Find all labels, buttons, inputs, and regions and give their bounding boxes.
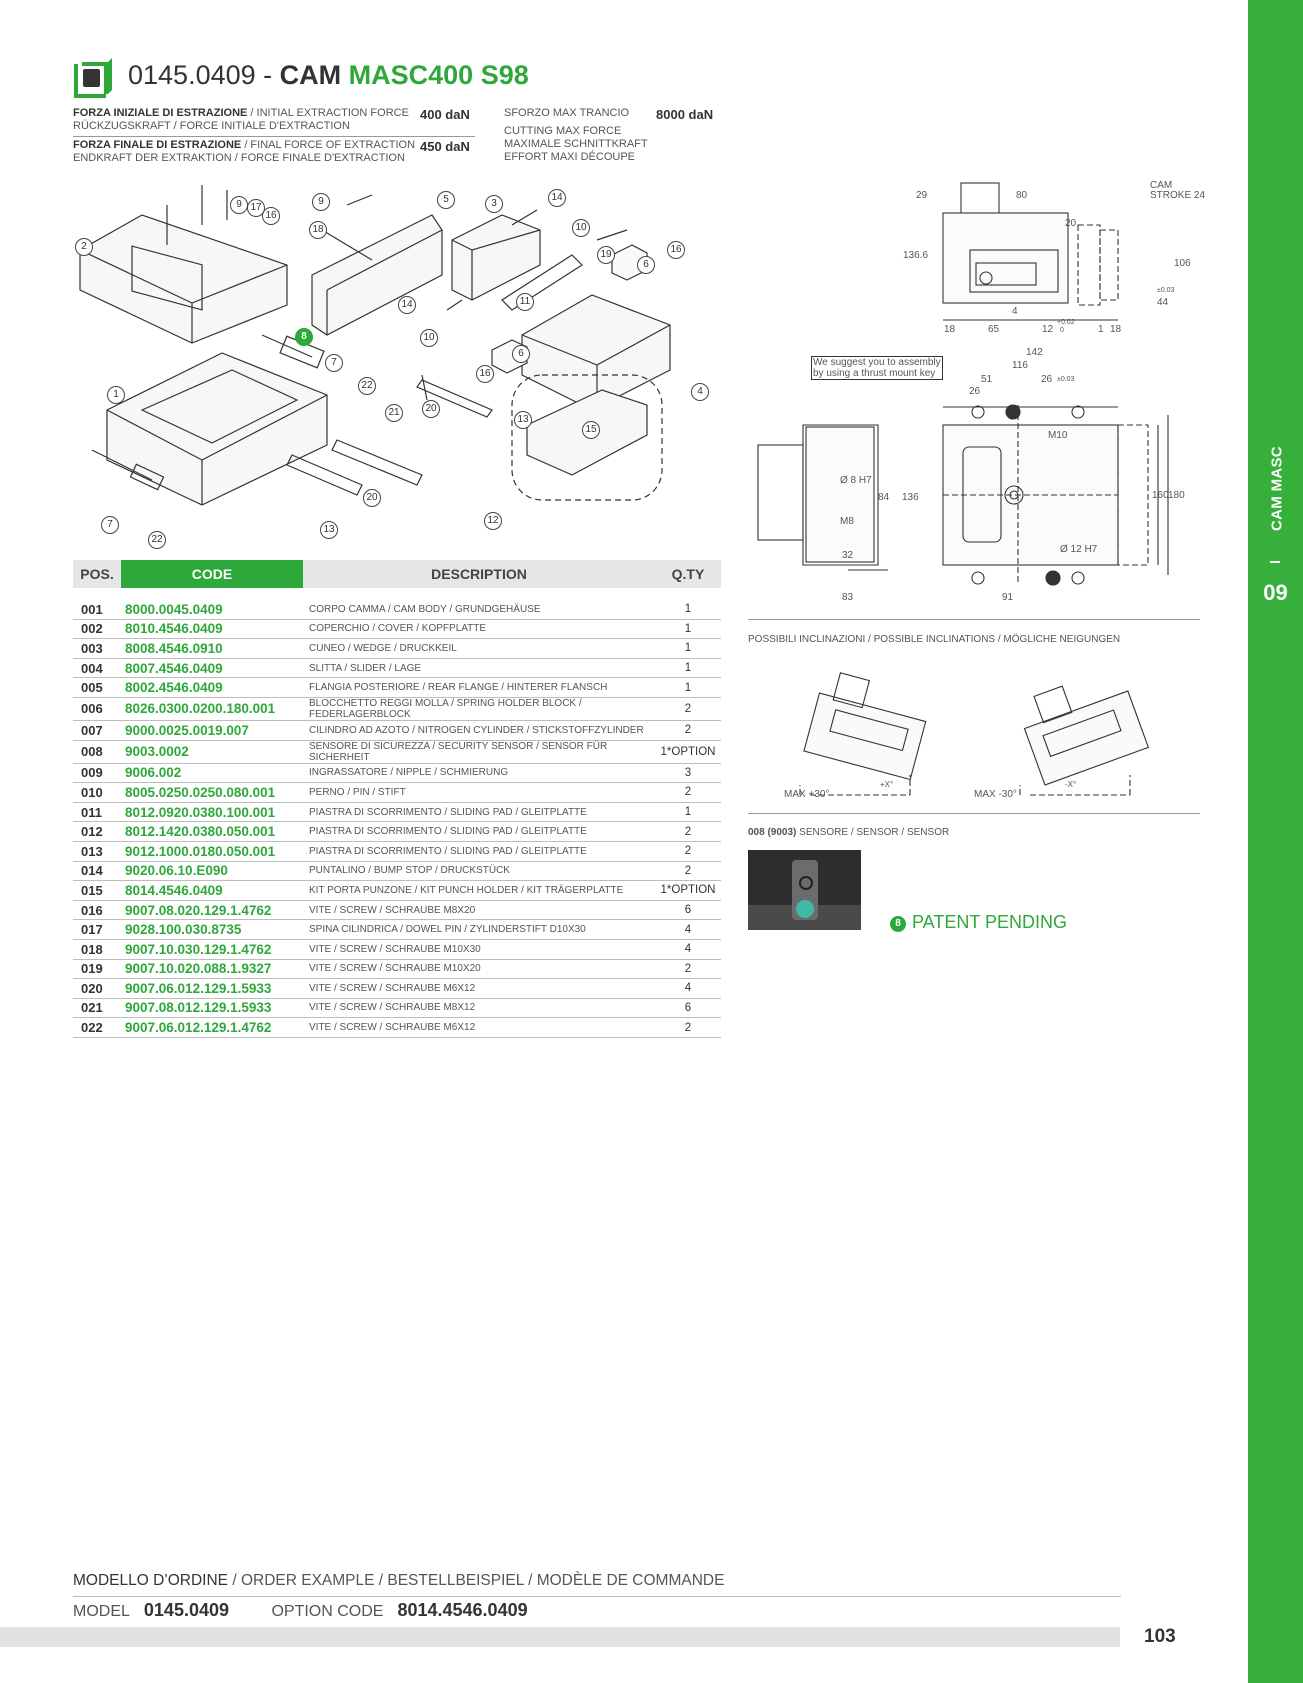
callout-9b: 9 xyxy=(312,193,330,211)
cell-qty: 1*OPTION xyxy=(655,881,721,901)
callout-22: 22 xyxy=(358,377,376,395)
table-row xyxy=(73,998,721,1018)
cutting-force-label: SFORZO MAX TRANCIO CUTTING MAX FORCE MAXIMALE SCHNITTKRAFT EFFORT MAXI DÉCOUPE xyxy=(504,107,648,163)
section-divider xyxy=(748,619,1200,620)
cell-code: 9007.10.030.129.1.4762 xyxy=(121,939,303,959)
inclinations-drawing xyxy=(780,655,1180,805)
cell-code: 9007.10.020.088.1.9327 xyxy=(121,959,303,979)
cell-code: 9007.06.012.129.1.5933 xyxy=(121,979,303,999)
callout-7b: 7 xyxy=(101,516,119,534)
cell-qty: 1 xyxy=(655,600,721,619)
final-force-label: FORZA FINALE DI ESTRAZIONE / FINAL FORCE OF EXTRACTION ENDKRAFT DER EXTRAKTION / FORCE FINALE D'EXTRACTION xyxy=(73,139,416,164)
cell-qty: 2 xyxy=(655,959,721,979)
brand-logo-icon xyxy=(74,56,116,98)
cell-pos: 020 xyxy=(73,979,121,999)
table-row xyxy=(73,740,721,763)
inclination-right-label: MAX -30° xyxy=(974,789,1017,800)
cell-pos: 011 xyxy=(73,802,121,822)
page-title: 0145.0409 - CAM MASC400 S98 xyxy=(128,60,529,90)
dim-m8: M8 xyxy=(840,516,854,527)
cell-code: 8005.0250.0250.080.001 xyxy=(121,783,303,803)
callout-20: 20 xyxy=(422,400,440,418)
order-example-row: MODEL 0145.0409 OPTION CODE 8014.4546.0409 xyxy=(73,1600,528,1620)
table-row xyxy=(73,678,721,698)
dim-106: 106 xyxy=(1174,258,1191,269)
cell-desc: SLITTA / SLIDER / LAGE xyxy=(303,658,655,678)
callout-1: 1 xyxy=(107,386,125,404)
inclinations-caption: POSSIBILI INCLINAZIONI / POSSIBLE INCLINATIONS / MÖGLICHE NEIGUNGEN xyxy=(748,634,1121,645)
callout-6b: 6 xyxy=(512,345,530,363)
callout-16c: 16 xyxy=(476,365,494,383)
cell-desc: VITE / SCREW / SCHRAUBE M6X12 xyxy=(303,1018,655,1038)
dim-m10: M10 xyxy=(1048,430,1068,441)
cell-pos: 018 xyxy=(73,939,121,959)
table-row xyxy=(73,920,721,940)
cell-qty: 4 xyxy=(655,939,721,959)
dim-116: 116 xyxy=(1012,360,1028,371)
cell-pos: 006 xyxy=(73,697,121,720)
table-row xyxy=(73,959,721,979)
inclination-right-angle: -X° xyxy=(1065,780,1077,789)
cell-qty: 6 xyxy=(655,900,721,920)
cutting-force-value: 8000 daN xyxy=(656,107,714,122)
table-row xyxy=(73,939,721,959)
cell-code: 8012.0920.0380.100.001 xyxy=(121,802,303,822)
cell-code: 8008.4546.0910 xyxy=(121,639,303,659)
callout-12: 12 xyxy=(484,512,502,530)
cell-desc: FLANGIA POSTERIORE / REAR FLANGE / HINTERER FLANSCH xyxy=(303,678,655,698)
cell-code: 8010.4546.0409 xyxy=(121,619,303,639)
cell-pos: 003 xyxy=(73,639,121,659)
chapter-number: 09 xyxy=(1263,580,1288,605)
cell-pos: 001 xyxy=(73,600,121,619)
dim-18b: 18 xyxy=(1110,324,1122,335)
dim-84: 84 xyxy=(878,492,890,503)
dim-cam: CAM xyxy=(1150,180,1173,191)
callout-7: 7 xyxy=(325,354,343,372)
dim-8-h7: Ø 8 H7 xyxy=(840,475,872,486)
cell-code: 8012.1420.0380.050.001 xyxy=(121,822,303,842)
col-code: CODE xyxy=(121,560,303,588)
table-row xyxy=(73,619,721,639)
cell-code: 9020.06.10.E090 xyxy=(121,861,303,881)
inclination-left-label: MAX +30° xyxy=(784,789,830,800)
cell-code: 8002.4546.0409 xyxy=(121,678,303,698)
cell-desc: CORPO CAMMA / CAM BODY / GRUNDGEHÄUSE xyxy=(303,600,655,619)
cell-qty: 2 xyxy=(655,783,721,803)
col-qty: Q.TY xyxy=(655,560,721,588)
cell-qty: 3 xyxy=(655,763,721,783)
cell-pos: 012 xyxy=(73,822,121,842)
callout-16b: 16 xyxy=(667,241,685,259)
callout-22b: 22 xyxy=(148,531,166,549)
cell-pos: 019 xyxy=(73,959,121,979)
parts-table xyxy=(73,560,721,1038)
cell-qty: 2 xyxy=(655,720,721,740)
dim-80: 80 xyxy=(1016,190,1028,201)
cell-pos: 009 xyxy=(73,763,121,783)
cell-qty: 4 xyxy=(655,920,721,940)
cell-qty: 1 xyxy=(655,658,721,678)
col-description: DESCRIPTION xyxy=(303,560,655,588)
cell-pos: 022 xyxy=(73,1018,121,1038)
table-row xyxy=(73,697,721,720)
cell-code: 9007.08.020.129.1.4762 xyxy=(121,900,303,920)
dim-26-tol: ±0.03 xyxy=(1057,376,1075,383)
order-example-title: MODELLO D’ORDINE / ORDER EXAMPLE / BESTELLBEISPIEL / MODÈLE DE COMMANDE xyxy=(73,1572,725,1589)
sensor-photo xyxy=(748,850,861,930)
cell-pos: 013 xyxy=(73,841,121,861)
table-row xyxy=(73,720,721,740)
dim-44: 44 xyxy=(1157,297,1169,308)
dim-65: 65 xyxy=(988,324,1000,335)
cell-code: 9000.0025.0019.007 xyxy=(121,720,303,740)
callout-17: 17 xyxy=(247,199,265,217)
cell-code: 9006.002 xyxy=(121,763,303,783)
callout-4: 4 xyxy=(691,383,709,401)
table-row xyxy=(73,658,721,678)
cell-desc: PERNO / PIN / STIFT xyxy=(303,783,655,803)
dim-12: 12 xyxy=(1042,324,1054,335)
order-divider xyxy=(73,1596,1121,1597)
dim-136-6: 136.6 xyxy=(903,250,929,261)
cell-pos: 015 xyxy=(73,881,121,901)
callout-11: 11 xyxy=(516,293,534,311)
table-row xyxy=(73,1018,721,1038)
callout-14b: 14 xyxy=(398,296,416,314)
table-row xyxy=(73,841,721,861)
cell-code: 9012.1000.0180.050.001 xyxy=(121,841,303,861)
cell-pos: 008 xyxy=(73,740,121,763)
dim-142: 142 xyxy=(1026,347,1043,358)
cell-qty: 1 xyxy=(655,678,721,698)
dim-136: 136 xyxy=(902,492,919,503)
callout-2: 2 xyxy=(75,238,93,256)
cell-desc: CILINDRO AD AZOTO / NITROGEN CYLINDER / STICKSTOFFZYLINDER xyxy=(303,720,655,740)
cell-pos: 002 xyxy=(73,619,121,639)
chapter-sidebar xyxy=(1248,0,1303,1683)
dim-stroke: STROKE 24 xyxy=(1150,190,1206,201)
cell-desc: VITE / SCREW / SCHRAUBE M8X12 xyxy=(303,998,655,1018)
dim-26a: 26 xyxy=(969,386,981,397)
cell-desc: COPERCHIO / COVER / KOPFPLATTE xyxy=(303,619,655,639)
dim-32: 32 xyxy=(842,550,854,561)
callout-5: 5 xyxy=(437,191,455,209)
cell-qty: 6 xyxy=(655,998,721,1018)
cell-pos: 016 xyxy=(73,900,121,920)
callout-21: 21 xyxy=(385,404,403,422)
dim-12-tol2: 0 xyxy=(1060,327,1064,334)
callout-13: 13 xyxy=(514,411,532,429)
cell-qty: 1 xyxy=(655,619,721,639)
patent-pending: 8 PATENT PENDING xyxy=(890,912,1067,933)
dim-83: 83 xyxy=(842,592,854,603)
cell-qty: 2 xyxy=(655,841,721,861)
cell-pos: 004 xyxy=(73,658,121,678)
cell-qty: 1 xyxy=(655,802,721,822)
cell-qty: 4 xyxy=(655,979,721,999)
cell-code: 8007.4546.0409 xyxy=(121,658,303,678)
cell-desc: VITE / SCREW / SCHRAUBE M10X30 xyxy=(303,939,655,959)
section-divider-2 xyxy=(748,813,1200,814)
cell-code: 8026.0300.0200.180.001 xyxy=(121,697,303,720)
table-row xyxy=(73,763,721,783)
spec-divider xyxy=(73,136,475,137)
footer-bar xyxy=(0,1627,1120,1647)
cell-pos: 017 xyxy=(73,920,121,940)
final-force-value: 450 daN xyxy=(420,139,470,154)
cell-desc: PIASTRA DI SCORRIMENTO / SLIDING PAD / GLEITPLATTE xyxy=(303,841,655,861)
assembly-note: We suggest you to assembly by using a thrust mount key xyxy=(813,357,941,379)
col-pos: POS. xyxy=(73,560,121,588)
cell-desc: SPINA CILINDRICA / DOWEL PIN / ZYLINDERSTIFT D10X30 xyxy=(303,920,655,940)
cell-code: 8000.0045.0409 xyxy=(121,600,303,619)
callout-9: 9 xyxy=(230,196,248,214)
dim-160: 160 xyxy=(1152,490,1169,501)
initial-force-value: 400 daN xyxy=(420,107,470,122)
chapter-label: CAM MASC xyxy=(1268,446,1286,531)
callout-15: 15 xyxy=(582,421,600,439)
cell-qty: 2 xyxy=(655,1018,721,1038)
chapter-separator xyxy=(1270,561,1280,563)
table-row xyxy=(73,861,721,881)
cell-code: 9028.100.030.8735 xyxy=(121,920,303,940)
callout-3: 3 xyxy=(485,195,503,213)
initial-force-label: FORZA INIZIALE DI ESTRAZIONE / INITIAL EXTRACTION FORCE RÜCKZUGSKRAFT / FORCE INITIALE D'EXTRACTION xyxy=(73,107,409,132)
cell-desc: BLOCCHETTO REGGI MOLLA / SPRING HOLDER BLOCK / FEDERLAGERBLOCK xyxy=(303,697,655,720)
dim-44-tol: ±0.03 xyxy=(1157,287,1175,294)
table-row xyxy=(73,802,721,822)
cell-qty: 1*OPTION xyxy=(655,740,721,763)
callout-10: 10 xyxy=(572,219,590,237)
callout-19: 19 xyxy=(597,246,615,264)
dim-91: 91 xyxy=(1002,592,1014,603)
sensor-caption: 008 (9003) SENSORE / SENSOR / SENSOR xyxy=(748,827,950,838)
dim-180: 180 xyxy=(1168,490,1185,501)
table-row xyxy=(73,900,721,920)
cell-pos: 007 xyxy=(73,720,121,740)
callout-8: 8 xyxy=(295,328,313,346)
cell-qty: 1 xyxy=(655,639,721,659)
cell-code: 9007.08.012.129.1.5933 xyxy=(121,998,303,1018)
table-row xyxy=(73,881,721,901)
cell-desc: INGRASSATORE / NIPPLE / SCHMIERUNG xyxy=(303,763,655,783)
table-row xyxy=(73,600,721,619)
cell-code: 8014.4546.0409 xyxy=(121,881,303,901)
exploded-view-drawing xyxy=(72,185,722,555)
inclination-left-angle: +X° xyxy=(880,780,894,789)
cell-pos: 010 xyxy=(73,783,121,803)
callout-20b: 20 xyxy=(363,489,381,507)
cell-desc: VITE / SCREW / SCHRAUBE M6X12 xyxy=(303,979,655,999)
dim-18a: 18 xyxy=(944,324,956,335)
dim-29: 29 xyxy=(916,190,928,201)
callout-14: 14 xyxy=(548,189,566,207)
cell-desc: PIASTRA DI SCORRIMENTO / SLIDING PAD / GLEITPLATTE xyxy=(303,802,655,822)
dim-12-h7: Ø 12 H7 xyxy=(1060,544,1098,555)
cell-desc: VITE / SCREW / SCHRAUBE M10X20 xyxy=(303,959,655,979)
table-row xyxy=(73,979,721,999)
cell-desc: CUNEO / WEDGE / DRUCKKEIL xyxy=(303,639,655,659)
cell-pos: 014 xyxy=(73,861,121,881)
cell-qty: 2 xyxy=(655,697,721,720)
dim-51: 51 xyxy=(981,374,993,385)
cell-pos: 021 xyxy=(73,998,121,1018)
cell-pos: 005 xyxy=(73,678,121,698)
cell-desc: SENSORE DI SICUREZZA / SECURITY SENSOR / SENSOR FÜR SICHERHEIT xyxy=(303,740,655,763)
cell-desc: PIASTRA DI SCORRIMENTO / SLIDING PAD / GLEITPLATTE xyxy=(303,822,655,842)
table-row xyxy=(73,639,721,659)
cell-qty: 2 xyxy=(655,822,721,842)
callout-6: 6 xyxy=(637,256,655,274)
dim-26b: 26 xyxy=(1041,374,1053,385)
dim-12-tol: +0.02 xyxy=(1057,319,1075,326)
callout-10b: 10 xyxy=(420,329,438,347)
dim-20: 20 xyxy=(1065,218,1077,229)
table-row xyxy=(73,822,721,842)
dim-4: 4 xyxy=(1012,306,1018,317)
page-number: 103 xyxy=(1144,1626,1176,1647)
cell-desc: VITE / SCREW / SCHRAUBE M8X20 xyxy=(303,900,655,920)
table-row xyxy=(73,783,721,803)
cell-desc: PUNTALINO / BUMP STOP / DRUCKSTÜCK xyxy=(303,861,655,881)
cell-code: 9003.0002 xyxy=(121,740,303,763)
callout-13b: 13 xyxy=(320,521,338,539)
dim-1: 1 xyxy=(1098,324,1104,335)
cell-desc: KIT PORTA PUNZONE / KIT PUNCH HOLDER / KIT TRÄGERPLATTE xyxy=(303,881,655,901)
callout-16: 16 xyxy=(262,207,280,225)
callout-18: 18 xyxy=(309,221,327,239)
cell-qty: 2 xyxy=(655,861,721,881)
cell-code: 9007.06.012.129.1.4762 xyxy=(121,1018,303,1038)
